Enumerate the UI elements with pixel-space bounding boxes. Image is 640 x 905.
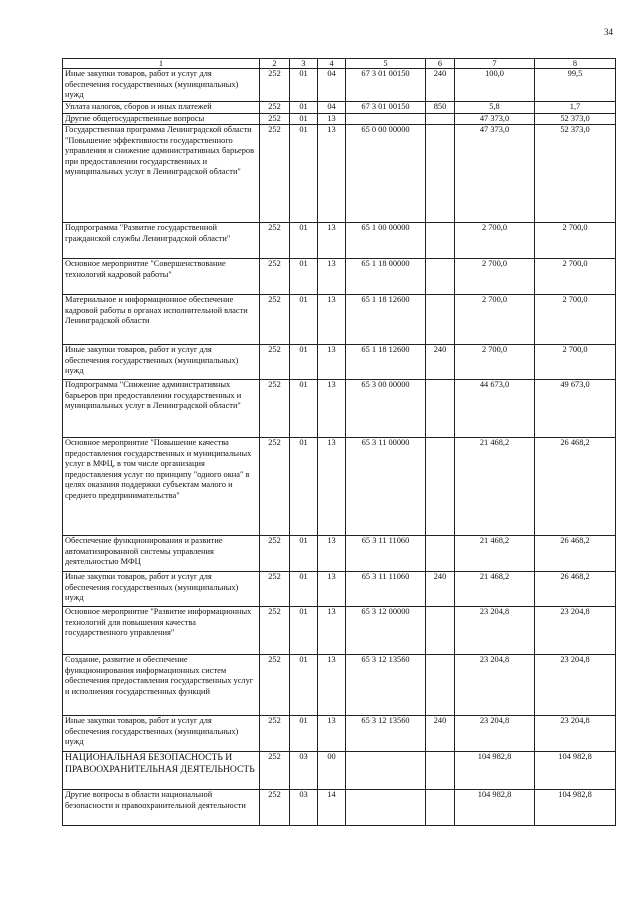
table-row — [63, 259, 616, 295]
section-code: 03 — [290, 752, 318, 790]
target-article: 65 3 11 00000 — [346, 438, 426, 536]
section-code: 01 — [290, 345, 318, 380]
expense-type: 240 — [426, 716, 455, 752]
section-code: 01 — [290, 536, 318, 572]
amount-year-1: 23 204,8 — [455, 716, 535, 752]
table-row — [63, 380, 616, 438]
col-header: 7 — [455, 59, 535, 69]
amount-year-2: 26 468,2 — [535, 536, 616, 572]
subsection-code: 13 — [318, 295, 346, 345]
row-description: Иные закупки товаров, работ и услуг для обеспечения государственных (муниципальных) нужд — [63, 572, 260, 607]
amount-year-1: 104 982,8 — [455, 790, 535, 826]
admin-code: 252 — [260, 572, 290, 607]
subsection-code: 04 — [318, 69, 346, 102]
table-header-row — [63, 59, 616, 69]
admin-code: 252 — [260, 716, 290, 752]
target-article: 67 3 01 00150 — [346, 102, 426, 114]
admin-code: 252 — [260, 752, 290, 790]
target-article: 65 0 00 00000 — [346, 125, 426, 223]
admin-code: 252 — [260, 295, 290, 345]
expense-type: 240 — [426, 345, 455, 380]
target-article: 65 1 18 12600 — [346, 345, 426, 380]
col-header: 8 — [535, 59, 616, 69]
col-header: 1 — [63, 59, 260, 69]
row-description: Материальное и информационное обеспечение кадровой работы в органах исполнительной власти Ленинградской области — [63, 295, 260, 345]
budget-table — [62, 58, 616, 826]
target-article: 65 1 18 12600 — [346, 295, 426, 345]
amount-year-2: 23 204,8 — [535, 607, 616, 655]
table-row — [63, 790, 616, 826]
amount-year-1: 44 673,0 — [455, 380, 535, 438]
amount-year-1: 47 373,0 — [455, 113, 535, 125]
section-code: 01 — [290, 380, 318, 438]
table-row — [63, 295, 616, 345]
subsection-code: 13 — [318, 380, 346, 438]
target-article: 65 1 18 00000 — [346, 259, 426, 295]
col-header: 3 — [290, 59, 318, 69]
admin-code: 252 — [260, 536, 290, 572]
admin-code: 252 — [260, 125, 290, 223]
target-article: 65 3 12 13560 — [346, 716, 426, 752]
row-description: Уплата налогов, сборов и иных платежей — [63, 102, 260, 114]
expense-type — [426, 380, 455, 438]
subsection-code: 13 — [318, 716, 346, 752]
target-article: 65 3 00 00000 — [346, 380, 426, 438]
amount-year-1: 2 700,0 — [455, 295, 535, 345]
admin-code: 252 — [260, 113, 290, 125]
section-code: 03 — [290, 790, 318, 826]
expense-type — [426, 655, 455, 716]
expense-type — [426, 125, 455, 223]
row-description: Государственная программа Ленинградской области "Повышение эффективности государственного управления и снижение административных барьеров при предоставлении государственных и муниципальных услуг в Ленинградской области" — [63, 125, 260, 223]
target-article: 65 3 12 13560 — [346, 655, 426, 716]
amount-year-1: 100,0 — [455, 69, 535, 102]
expense-type — [426, 113, 455, 125]
col-header: 6 — [426, 59, 455, 69]
admin-code: 252 — [260, 345, 290, 380]
table-row — [63, 572, 616, 607]
admin-code: 252 — [260, 102, 290, 114]
subsection-code: 13 — [318, 655, 346, 716]
amount-year-2: 2 700,0 — [535, 259, 616, 295]
amount-year-1: 104 982,8 — [455, 752, 535, 790]
section-code: 01 — [290, 655, 318, 716]
amount-year-1: 21 468,2 — [455, 438, 535, 536]
expense-type — [426, 790, 455, 826]
table-row — [63, 102, 616, 114]
admin-code: 252 — [260, 790, 290, 826]
section-code: 01 — [290, 102, 318, 114]
section-code: 01 — [290, 69, 318, 102]
table-row — [63, 536, 616, 572]
row-description: Иные закупки товаров, работ и услуг для обеспечения государственных (муниципальных) нужд — [63, 69, 260, 102]
page-number: 34 — [604, 27, 613, 37]
subsection-code: 13 — [318, 536, 346, 572]
table-row — [63, 345, 616, 380]
admin-code: 252 — [260, 380, 290, 438]
expense-type — [426, 536, 455, 572]
subsection-code: 13 — [318, 345, 346, 380]
amount-year-1: 23 204,8 — [455, 607, 535, 655]
amount-year-1: 2 700,0 — [455, 345, 535, 380]
row-description: Другие общегосударственные вопросы — [63, 113, 260, 125]
expense-type — [426, 295, 455, 345]
admin-code: 252 — [260, 69, 290, 102]
target-article: 67 3 01 00150 — [346, 69, 426, 102]
admin-code: 252 — [260, 223, 290, 259]
subsection-code: 13 — [318, 259, 346, 295]
row-description: Иные закупки товаров, работ и услуг для обеспечения государственных (муниципальных) нужд — [63, 345, 260, 380]
row-description: Создание, развитие и обеспечение функционирования информационных систем обеспечения предоставления государственных услуг и исполнения государственных функций — [63, 655, 260, 716]
col-header: 5 — [346, 59, 426, 69]
amount-year-1: 5,8 — [455, 102, 535, 114]
expense-type: 850 — [426, 102, 455, 114]
row-description: Обеспечение функционирования и развитие автоматизированной системы управления деятельностью МФЦ — [63, 536, 260, 572]
table-row — [63, 716, 616, 752]
admin-code: 252 — [260, 438, 290, 536]
amount-year-2: 26 468,2 — [535, 572, 616, 607]
amount-year-2: 2 700,0 — [535, 295, 616, 345]
expense-type — [426, 438, 455, 536]
target-article — [346, 790, 426, 826]
expense-type — [426, 752, 455, 790]
subsection-code: 13 — [318, 113, 346, 125]
subsection-code: 14 — [318, 790, 346, 826]
amount-year-2: 2 700,0 — [535, 345, 616, 380]
expense-type — [426, 607, 455, 655]
table-row — [63, 438, 616, 536]
section-code: 01 — [290, 113, 318, 125]
amount-year-1: 2 700,0 — [455, 259, 535, 295]
section-code: 01 — [290, 295, 318, 345]
col-header: 2 — [260, 59, 290, 69]
subsection-code: 00 — [318, 752, 346, 790]
target-article: 65 1 00 00000 — [346, 223, 426, 259]
row-description: Основное мероприятие "Развитие информационных технологий для повышения качества государственного управления" — [63, 607, 260, 655]
section-code: 01 — [290, 259, 318, 295]
amount-year-2: 23 204,8 — [535, 655, 616, 716]
amount-year-2: 52 373,0 — [535, 125, 616, 223]
amount-year-2: 23 204,8 — [535, 716, 616, 752]
table-row — [63, 69, 616, 102]
row-description: Другие вопросы в области национальной безопасности и правоохранительной деятельности — [63, 790, 260, 826]
amount-year-1: 2 700,0 — [455, 223, 535, 259]
admin-code: 252 — [260, 655, 290, 716]
target-article — [346, 752, 426, 790]
subsection-code: 13 — [318, 438, 346, 536]
expense-type: 240 — [426, 572, 455, 607]
amount-year-2: 104 982,8 — [535, 790, 616, 826]
subsection-code: 13 — [318, 607, 346, 655]
subsection-code: 13 — [318, 223, 346, 259]
table-row — [63, 655, 616, 716]
amount-year-2: 99,5 — [535, 69, 616, 102]
target-article — [346, 113, 426, 125]
target-article: 65 3 11 11060 — [346, 536, 426, 572]
amount-year-2: 52 373,0 — [535, 113, 616, 125]
amount-year-1: 21 468,2 — [455, 572, 535, 607]
col-header: 4 — [318, 59, 346, 69]
section-code: 01 — [290, 607, 318, 655]
target-article: 65 3 11 11060 — [346, 572, 426, 607]
row-description: НАЦИОНАЛЬНАЯ БЕЗОПАСНОСТЬ И ПРАВООХРАНИТЕЛЬНАЯ ДЕЯТЕЛЬНОСТЬ — [63, 752, 260, 790]
row-description: Иные закупки товаров, работ и услуг для обеспечения государственных (муниципальных) нужд — [63, 716, 260, 752]
subsection-code: 04 — [318, 102, 346, 114]
row-description: Подпрограмма "Развитие государственной гражданской службы Ленинградской области" — [63, 223, 260, 259]
admin-code: 252 — [260, 259, 290, 295]
amount-year-2: 104 982,8 — [535, 752, 616, 790]
target-article: 65 3 12 00000 — [346, 607, 426, 655]
section-code: 01 — [290, 572, 318, 607]
amount-year-1: 21 468,2 — [455, 536, 535, 572]
section-code: 01 — [290, 716, 318, 752]
amount-year-2: 26 468,2 — [535, 438, 616, 536]
table-row — [63, 607, 616, 655]
table-row — [63, 752, 616, 790]
expense-type — [426, 223, 455, 259]
row-description: Основное мероприятие "Повышение качества предоставления государственных и муниципальных услуг в МФЦ, в том числе организация предоставления услуг по принципу "одного окна" в целях оказания поддержки субъектам малого и среднего предпринимательства" — [63, 438, 260, 536]
expense-type: 240 — [426, 69, 455, 102]
amount-year-2: 49 673,0 — [535, 380, 616, 438]
section-code: 01 — [290, 223, 318, 259]
subsection-code: 13 — [318, 125, 346, 223]
section-code: 01 — [290, 125, 318, 223]
amount-year-2: 1,7 — [535, 102, 616, 114]
admin-code: 252 — [260, 607, 290, 655]
expense-type — [426, 259, 455, 295]
table-row — [63, 125, 616, 223]
section-code: 01 — [290, 438, 318, 536]
table-row — [63, 113, 616, 125]
row-description: Подпрограмма "Снижение административных барьеров при предоставлении государственных и муниципальных услуг в Ленинградской области" — [63, 380, 260, 438]
amount-year-1: 23 204,8 — [455, 655, 535, 716]
table-row — [63, 223, 616, 259]
amount-year-1: 47 373,0 — [455, 125, 535, 223]
amount-year-2: 2 700,0 — [535, 223, 616, 259]
subsection-code: 13 — [318, 572, 346, 607]
row-description: Основное мероприятие "Совершенствование технологий кадровой работы" — [63, 259, 260, 295]
